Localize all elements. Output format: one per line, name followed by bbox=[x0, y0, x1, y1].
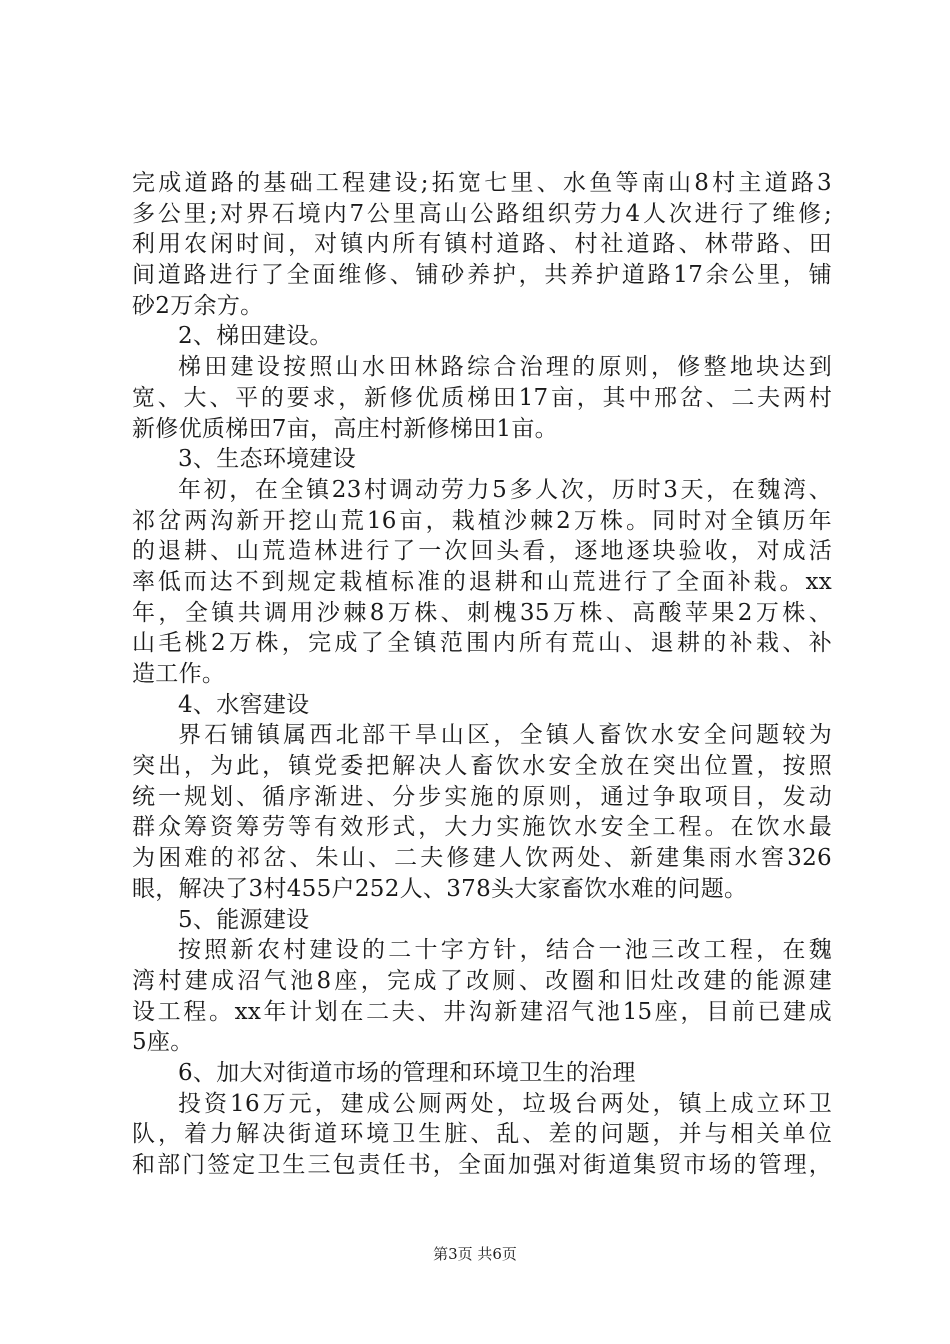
text-line: 梯田建设按照山水田林路综合治理的原则，修整地块达到 bbox=[178, 354, 832, 381]
text-line: 祁岔两沟新开挖山荒16亩，栽植沙棘2万株。同时对全镇历年 bbox=[132, 507, 832, 534]
text-line: 为困难的祁岔、朱山、二夫修建人饮两处、新建集雨水窖326 bbox=[132, 845, 832, 872]
text-line: 利用农闲时间，对镇内所有镇村道路、村社道路、林带路、田 bbox=[132, 231, 832, 258]
text-line: 新修优质梯田7亩，高庄村新修梯田1亩。 bbox=[132, 415, 558, 442]
text-line: 2、梯田建设。 bbox=[178, 323, 333, 350]
text-line: 群众筹资筹劳等有效形式，大力实施饮水安全工程。在饮水最 bbox=[132, 814, 832, 841]
text-line: 4、水窖建设 bbox=[178, 691, 310, 718]
text-line: 眼，解决了3村455户252人、378头大家畜饮水难的问题。 bbox=[132, 875, 748, 902]
text-line: 造工作。 bbox=[132, 661, 226, 687]
text-line: 3、生态环境建设 bbox=[178, 446, 357, 473]
text-line: 投资16万元，建成公厕两处，垃圾台两处，镇上成立环卫 bbox=[178, 1090, 832, 1117]
text-line: 界石铺镇属西北部干旱山区，全镇人畜饮水安全问题较为 bbox=[178, 722, 832, 749]
text-line: 山毛桃2万株，完成了全镇范围内所有荒山、退耕的补栽、补 bbox=[132, 630, 832, 657]
text-line: 队，着力解决街道环境卫生脏、乱、差的问题，并与相关单位 bbox=[132, 1121, 832, 1148]
page-footer: 第3页 共6页 bbox=[433, 1245, 517, 1263]
document-body bbox=[132, 168, 832, 1181]
text-line: 的退耕、山荒造林进行了一次回头看，逐地逐块验收，对成活 bbox=[132, 538, 832, 565]
text-line: 多公里;对界石境内7公里高山公路组织劳力4人次进行了维修; bbox=[132, 200, 832, 227]
text-line: 按照新农村建设的二十字方针，结合一池三改工程，在魏 bbox=[178, 937, 832, 964]
text-line: 设工程。xx年计划在二夫、井沟新建沼气池15座，目前已建成 bbox=[132, 998, 832, 1025]
text-line: 5座。 bbox=[132, 1029, 194, 1056]
text-line: 完成道路的基础工程建设;拓宽七里、水鱼等南山8村主道路3 bbox=[132, 170, 832, 196]
text-line: 砂2万余方。 bbox=[132, 292, 264, 319]
text-line: 宽、大、平的要求，新修优质梯田17亩，其中邢岔、二夫两村 bbox=[132, 384, 832, 411]
text-line: 年，全镇共调用沙棘8万株、刺槐35万株、高酸苹果2万株、 bbox=[132, 599, 832, 626]
text-line: 统一规划、循序渐进、分步实施的原则，通过争取项目，发动 bbox=[132, 783, 832, 810]
text-line: 和部门签定卫生三包责任书，全面加强对街道集贸市场的管理， bbox=[132, 1152, 832, 1178]
text-line: 湾村建成沼气池8座，完成了改厕、改圈和旧灶改建的能源建 bbox=[132, 967, 832, 994]
text-line: 年初，在全镇23村调动劳力5多人次，历时3天，在魏湾、 bbox=[178, 476, 832, 503]
text-line: 5、能源建设 bbox=[178, 906, 310, 933]
text-line: 率低而达不到规定栽植标准的退耕和山荒进行了全面补栽。xx bbox=[132, 568, 832, 595]
text-line: 间道路进行了全面维修、铺砂养护，共养护道路17余公里，铺 bbox=[132, 262, 832, 289]
text-line: 6、加大对街道市场的管理和环境卫生的治理 bbox=[178, 1059, 636, 1086]
text-line: 突出，为此，镇党委把解决人畜饮水安全放在突出位置，按照 bbox=[132, 753, 832, 780]
